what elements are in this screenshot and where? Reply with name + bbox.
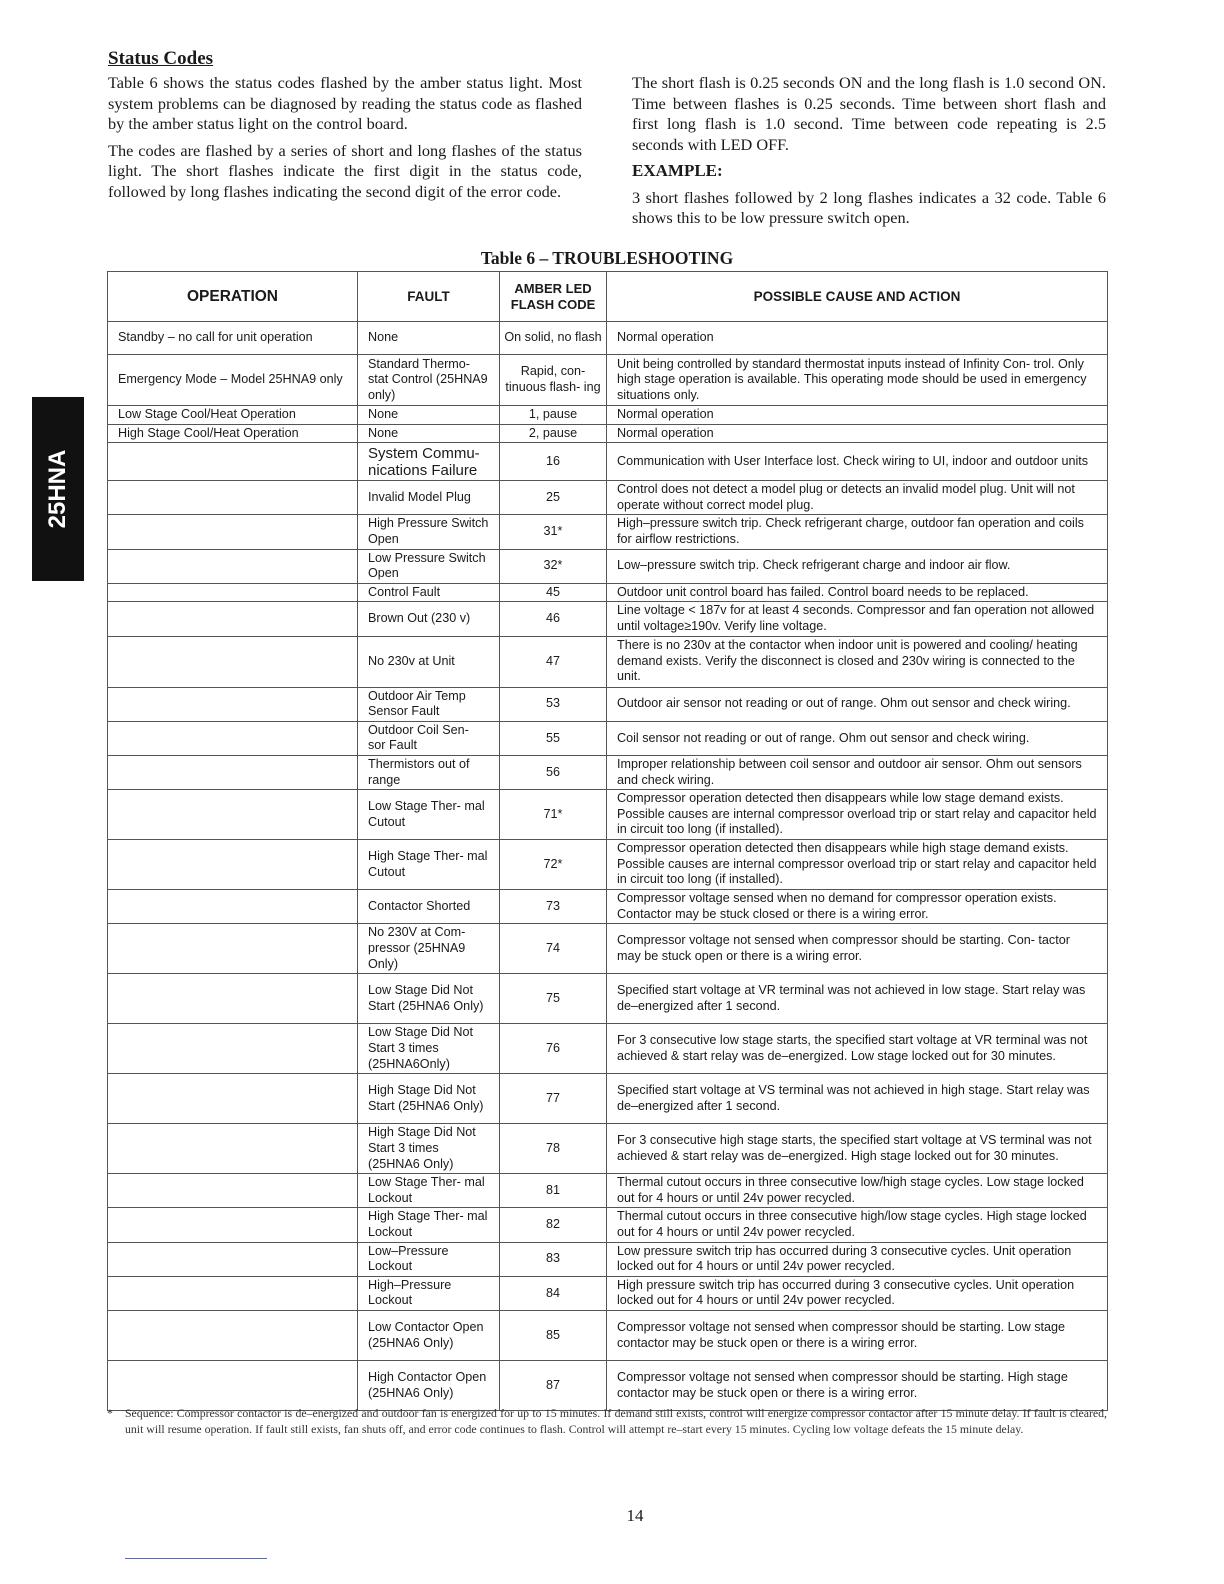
operation-cell	[108, 974, 358, 1024]
fault-cell: Brown Out (230 v)	[358, 602, 500, 636]
flash-code-cell: 75	[500, 974, 607, 1024]
operation-cell	[108, 1276, 358, 1310]
flash-code-cell: 76	[500, 1024, 607, 1074]
operation-cell	[108, 443, 358, 481]
fault-cell: High Stage Did Not Start (25HNA6 Only)	[358, 1074, 500, 1124]
flash-code-cell: 82	[500, 1208, 607, 1242]
table-row	[108, 481, 1108, 515]
flash-code-cell: 2, pause	[500, 424, 607, 443]
cause-action-cell: For 3 consecutive high stage starts, the specified start voltage at VS terminal was not achieved & start relay was de–energized. High stage locked out for 30 minutes.	[607, 1124, 1108, 1174]
fault-cell: None	[358, 406, 500, 425]
fault-cell: High Stage Ther- mal Cutout	[358, 840, 500, 890]
table-row	[108, 1276, 1108, 1310]
fault-cell: High Stage Ther- mal Lockout	[358, 1208, 500, 1242]
fault-cell: Outdoor Coil Sen- sor Fault	[358, 721, 500, 755]
cause-action-cell: Communication with User Interface lost. Check wiring to UI, indoor and outdoor units	[607, 443, 1108, 481]
operation-cell	[108, 1124, 358, 1174]
side-tab-label: 25HNA	[44, 449, 71, 529]
operation-cell	[108, 721, 358, 755]
flash-code-cell: 32*	[500, 549, 607, 583]
fault-cell: High–Pressure Lockout	[358, 1276, 500, 1310]
operation-cell: Emergency Mode – Model 25HNA9 only	[108, 355, 358, 406]
flash-code-cell: 81	[500, 1174, 607, 1208]
operation-cell	[108, 1074, 358, 1124]
cause-action-cell: Compressor voltage not sensed when compressor should be starting. Low stage contactor may be stuck open or there is a wiring error.	[607, 1311, 1108, 1361]
table-row	[108, 1074, 1108, 1124]
operation-cell	[108, 924, 358, 974]
flash-code-cell: 77	[500, 1074, 607, 1124]
flash-code-cell: 31*	[500, 515, 607, 549]
flash-code-cell: 78	[500, 1124, 607, 1174]
table-row	[108, 406, 1108, 425]
table-row	[108, 687, 1108, 721]
flash-code-cell: 1, pause	[500, 406, 607, 425]
header-operation: OPERATION	[108, 272, 358, 322]
model-side-tab	[32, 397, 84, 581]
table-row	[108, 890, 1108, 924]
intro-paragraph-1: Table 6 shows the status codes flashed by the amber status light. Most system problems can be diagnosed by reading the status code as flashed by the amber status light on the control board.	[108, 73, 582, 133]
cause-action-cell: Normal operation	[607, 406, 1108, 425]
cause-action-cell: Control does not detect a model plug or detects an invalid model plug. Unit will not operate without correct model plug.	[607, 481, 1108, 515]
fault-cell: Low Stage Ther- mal Cutout	[358, 790, 500, 840]
operation-cell	[108, 549, 358, 583]
operation-cell	[108, 755, 358, 789]
operation-cell	[108, 687, 358, 721]
table-row	[108, 515, 1108, 549]
table-row	[108, 755, 1108, 789]
operation-cell	[108, 602, 358, 636]
table-row	[108, 583, 1108, 602]
page-number: 14	[626, 1506, 644, 1525]
flash-code-cell: 55	[500, 721, 607, 755]
flash-code-cell: 84	[500, 1276, 607, 1310]
footnote-text: Sequence: Compressor contactor is de–energized and outdoor fan is energized for up to 15 minutes. If demand still exists, control will energize compressor contactor after 15 minute delay. If fault is cleared, unit will resume operation. If fault still exists, fan shuts off, and error code continues to flash. Control will attempt re–start every 15 minutes. Cycling low voltage defeats the 15 minute delay.	[125, 1406, 1107, 1436]
flash-code-cell: 46	[500, 602, 607, 636]
fault-cell: Low–Pressure Lockout	[358, 1242, 500, 1276]
cause-action-cell: Low pressure switch trip has occurred during 3 consecutive cycles. Unit operation locked out for 4 hours or until 24v power recycled.	[607, 1242, 1108, 1276]
table-row	[108, 1024, 1108, 1074]
header-fault: FAULT	[358, 272, 500, 322]
cause-action-cell: High pressure switch trip has occurred during 3 consecutive cycles. Unit operation locked out for 4 hours or until 24v power recycled.	[607, 1276, 1108, 1310]
operation-cell: High Stage Cool/Heat Operation	[108, 424, 358, 443]
fault-cell: None	[358, 424, 500, 443]
header-cause-action: POSSIBLE CAUSE AND ACTION	[607, 272, 1108, 322]
table-row	[108, 1361, 1108, 1411]
table-row	[108, 974, 1108, 1024]
table-row	[108, 790, 1108, 840]
table-footnote	[107, 1405, 1107, 1437]
flash-code-cell: 56	[500, 755, 607, 789]
fault-cell: System Commu- nications Failure	[358, 443, 500, 481]
fault-cell: Standard Thermo- stat Control (25HNA9 only)	[358, 355, 500, 406]
fault-cell: None	[358, 322, 500, 355]
fault-cell: Thermistors out of range	[358, 755, 500, 789]
table-row	[108, 924, 1108, 974]
flash-code-cell: On solid, no flash	[500, 322, 607, 355]
example-paragraph: 3 short flashes followed by 2 long flashes indicates a 32 code. Table 6 shows this to be low pressure switch open.	[632, 187, 1106, 227]
cause-action-cell: Compressor voltage sensed when no demand for compressor operation exists. Contactor may be stuck closed or there is a wiring error.	[607, 890, 1108, 924]
flash-code-cell: 74	[500, 924, 607, 974]
intro-left-column	[108, 73, 582, 208]
cause-action-cell: Specified start voltage at VR terminal was not achieved in low stage. Start relay was de–energized after 1 second.	[607, 974, 1108, 1024]
table-row	[108, 322, 1108, 355]
fault-cell: Control Fault	[358, 583, 500, 602]
intro-right-column	[632, 73, 1106, 235]
table-row	[108, 443, 1108, 481]
operation-cell	[108, 636, 358, 687]
flash-code-cell: Rapid, con- tinuous flash- ing	[500, 355, 607, 406]
operation-cell	[108, 1174, 358, 1208]
operation-cell	[108, 583, 358, 602]
cause-action-cell: Thermal cutout occurs in three consecutive high/low stage cycles. High stage locked out for 4 hours or until 24v power recycled.	[607, 1208, 1108, 1242]
footnote-mark: *	[107, 1406, 113, 1420]
cause-action-cell: Specified start voltage at VS terminal was not achieved in high stage. Start relay was de–energized after 1 second.	[607, 1074, 1108, 1124]
cause-action-cell: Normal operation	[607, 322, 1108, 355]
operation-cell	[108, 515, 358, 549]
fault-cell: Low Stage Did Not Start (25HNA6 Only)	[358, 974, 500, 1024]
cause-action-cell: Unit being controlled by standard thermostat inputs instead of Infinity Con- trol. Only high stage operation is available. This operating mode should be used in emergency situations only.	[607, 355, 1108, 406]
intro-paragraph-2: The codes are flashed by a series of short and long flashes of the status light. The short flashes indicate the first digit in the status code, followed by long flashes indicating the second digit of the error code.	[108, 140, 582, 201]
cause-action-cell: Line voltage < 187v for at least 4 seconds. Compressor and fan operation not allowed until voltage≥190v. Verify line voltage.	[607, 602, 1108, 636]
fault-cell: Invalid Model Plug	[358, 481, 500, 515]
flash-timing-paragraph: The short flash is 0.25 seconds ON and the long flash is 1.0 second ON. Time between flashes is 0.25 seconds. Time between short flash and first long flash is 1.0 second. Time between code repeating is 2.5 seconds with LED OFF.	[632, 73, 1106, 154]
table-row	[108, 1242, 1108, 1276]
operation-cell	[108, 1208, 358, 1242]
table-row	[108, 1311, 1108, 1361]
fault-cell: High Pressure Switch Open	[358, 515, 500, 549]
troubleshooting-table	[107, 271, 1108, 1411]
table-row	[108, 602, 1108, 636]
operation-cell	[108, 840, 358, 890]
cause-action-cell: High–pressure switch trip. Check refrigerant charge, outdoor fan operation and coils for airflow restrictions.	[607, 515, 1108, 549]
fault-cell: High Stage Did Not Start 3 times (25HNA6 Only)	[358, 1124, 500, 1174]
cause-action-cell: Coil sensor not reading or out of range. Ohm out sensor and check wiring.	[607, 721, 1108, 755]
table-row	[108, 1124, 1108, 1174]
fault-cell: Low Pressure Switch Open	[358, 549, 500, 583]
table-header-row	[108, 272, 1108, 322]
table-row	[108, 1208, 1108, 1242]
table-row	[108, 549, 1108, 583]
bottom-rule	[125, 1558, 267, 1559]
flash-code-cell: 71*	[500, 790, 607, 840]
cause-action-cell: Thermal cutout occurs in three consecutive low/high stage cycles. Low stage locked out for 4 hours or until 24v power recycled.	[607, 1174, 1108, 1208]
table-row	[108, 636, 1108, 687]
operation-cell	[108, 1242, 358, 1276]
cause-action-cell: Outdoor unit control board has failed. Control board needs to be replaced.	[607, 583, 1108, 602]
fault-cell: Outdoor Air Temp Sensor Fault	[358, 687, 500, 721]
operation-cell: Low Stage Cool/Heat Operation	[108, 406, 358, 425]
fault-cell: Low Stage Ther- mal Lockout	[358, 1174, 500, 1208]
cause-action-cell: Low–pressure switch trip. Check refrigerant charge and indoor air flow.	[607, 549, 1108, 583]
header-flash-code: AMBER LED FLASH CODE	[500, 272, 607, 322]
operation-cell	[108, 890, 358, 924]
cause-action-cell: There is no 230v at the contactor when indoor unit is powered and cooling/ heating demand exists. Verify the disconnect is closed and 230v wiring is connected to the unit.	[607, 636, 1108, 687]
flash-code-cell: 87	[500, 1361, 607, 1411]
cause-action-cell: Improper relationship between coil sensor and outdoor air sensor. Ohm out sensors and check wiring.	[607, 755, 1108, 789]
table-title: Table 6 – TROUBLESHOOTING	[480, 248, 734, 268]
fault-cell: Low Stage Did Not Start 3 times (25HNA6Only)	[358, 1024, 500, 1074]
fault-cell: No 230v at Unit	[358, 636, 500, 687]
fault-cell: Low Contactor Open (25HNA6 Only)	[358, 1311, 500, 1361]
flash-code-cell: 45	[500, 583, 607, 602]
flash-code-cell: 73	[500, 890, 607, 924]
flash-code-cell: 83	[500, 1242, 607, 1276]
table-body	[108, 322, 1108, 1411]
flash-code-cell: 47	[500, 636, 607, 687]
flash-code-cell: 16	[500, 443, 607, 481]
table-row	[108, 721, 1108, 755]
cause-action-cell: Compressor operation detected then disappears while high stage demand exists. Possible causes are internal compressor overload trip or start relay and capacitor held in circuit too long (if installed).	[607, 840, 1108, 890]
operation-cell	[108, 1311, 358, 1361]
cause-action-cell: Compressor voltage not sensed when compressor should be starting. High stage contactor may be stuck open or there is a wiring error.	[607, 1361, 1108, 1411]
cause-action-cell: Compressor operation detected then disappears while low stage demand exists. Possible causes are internal compressor overload trip or start relay and capacitor held in circuit too long (if installed).	[607, 790, 1108, 840]
flash-code-cell: 72*	[500, 840, 607, 890]
fault-cell: High Contactor Open (25HNA6 Only)	[358, 1361, 500, 1411]
flash-code-cell: 53	[500, 687, 607, 721]
table-row	[108, 424, 1108, 443]
operation-cell: Standby – no call for unit operation	[108, 322, 358, 355]
cause-action-cell: Normal operation	[607, 424, 1108, 443]
table-row	[108, 840, 1108, 890]
cause-action-cell: Compressor voltage not sensed when compressor should be starting. Con- tactor may be stuck open or there is a wiring error.	[607, 924, 1108, 974]
cause-action-cell: Outdoor air sensor not reading or out of range. Ohm out sensor and check wiring.	[607, 687, 1108, 721]
operation-cell	[108, 1024, 358, 1074]
operation-cell	[108, 790, 358, 840]
fault-cell: Contactor Shorted	[358, 890, 500, 924]
table-row	[108, 355, 1108, 406]
flash-code-cell: 85	[500, 1311, 607, 1361]
fault-cell: No 230V at Com- pressor (25HNA9 Only)	[358, 924, 500, 974]
flash-code-cell: 25	[500, 481, 607, 515]
cause-action-cell: For 3 consecutive low stage starts, the specified start voltage at VR terminal was not achieved & start relay was de–energized. Low stage locked out for 30 minutes.	[607, 1024, 1108, 1074]
example-label: EXAMPLE:	[632, 161, 723, 180]
section-heading: Status Codes	[108, 48, 214, 69]
operation-cell	[108, 1361, 358, 1411]
table-row	[108, 1174, 1108, 1208]
operation-cell	[108, 481, 358, 515]
